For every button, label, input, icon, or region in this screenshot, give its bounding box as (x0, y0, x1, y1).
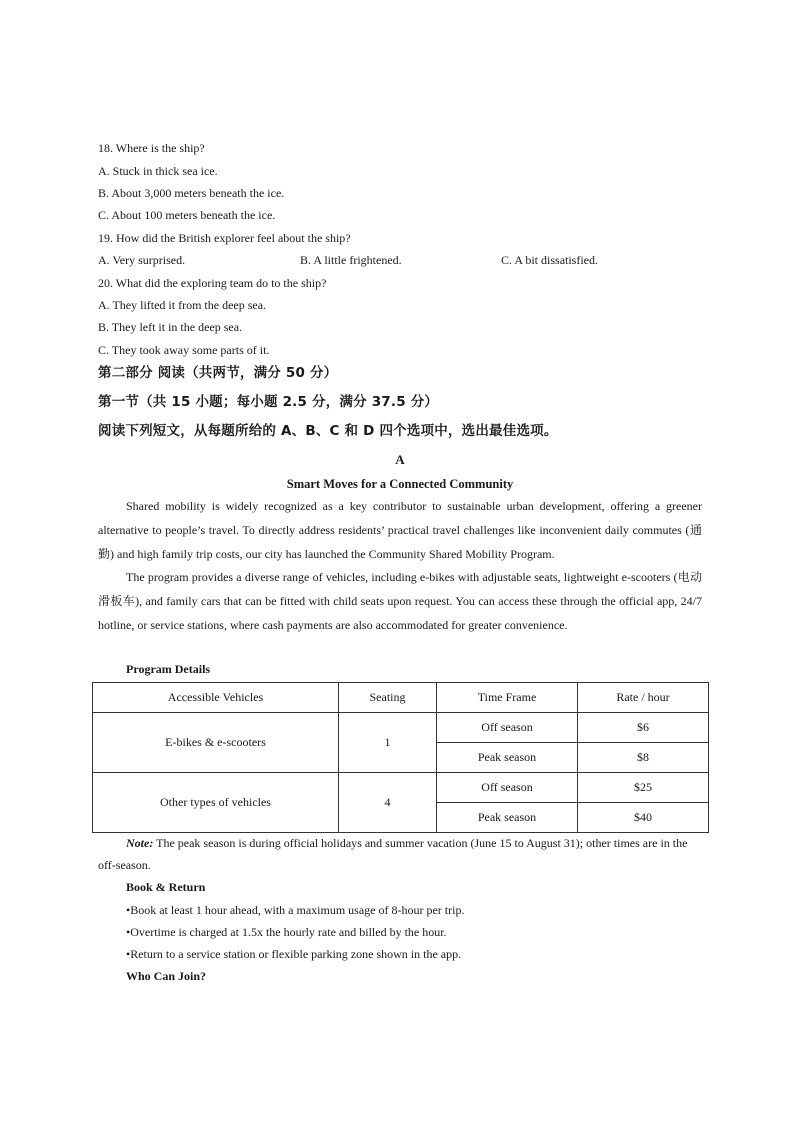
table-row (93, 713, 709, 743)
note-label: Note: (126, 836, 154, 850)
table-cell-time: Off season (437, 773, 578, 803)
table-cell-vehicle: E-bikes & e-scooters (93, 713, 339, 773)
note-text: The peak season is during official holidays and summer vacation (June 15 to August 31); other times are in the off-season. (98, 836, 688, 872)
program-details-heading: Program Details (126, 662, 211, 676)
passage-paragraph-2: The program provides a diverse range of vehicles, including e-bikes with adjustable seats, lightweight e-scooters (电动滑板车), and family cars that can be fitted with child seats upon request. You can access these through the official app, 24/7 hotline, or service stations, where cash payments are also accommodated for greater convenience. (98, 570, 702, 632)
table-header-cell: Accessible Vehicles (93, 683, 339, 713)
table-cell-time: Peak season (437, 803, 578, 833)
table-cell-seating: 1 (339, 713, 437, 773)
table-cell-rate: $8 (578, 743, 709, 773)
table-row (93, 773, 709, 803)
q19-option-a: A. Very surprised. (98, 253, 186, 267)
table-header-cell: Rate / hour (578, 683, 709, 713)
book-rule-1: •Book at least 1 hour ahead, with a maximum usage of 8-hour per trip. (126, 903, 465, 917)
q20-option-b: B. They left it in the deep sea. (98, 320, 243, 334)
table-cell-rate: $6 (578, 713, 709, 743)
table-cell-rate: $25 (578, 773, 709, 803)
book-rule-2: •Overtime is charged at 1.5x the hourly rate and billed by the hour. (126, 925, 447, 939)
q18-option-b: B. About 3,000 meters beneath the ice. (98, 186, 285, 200)
book-rule-3: •Return to a service station or flexible parking zone shown in the app. (126, 947, 462, 961)
q18-option-a: A. Stuck in thick sea ice. (98, 164, 218, 178)
question-20: 20. What did the exploring team do to the ship? (98, 276, 327, 290)
table-header-cell: Seating (339, 683, 437, 713)
table-header-cell: Time Frame (437, 683, 578, 713)
passage-title: Smart Moves for a Connected Community (286, 477, 514, 491)
q19-option-b: B. A little frightened. (300, 253, 402, 267)
question-18: 18. Where is the ship? (98, 141, 205, 155)
program-details-table (92, 682, 709, 833)
q20-option-a: A. They lifted it from the deep sea. (98, 298, 267, 312)
table-cell-time: Peak season (437, 743, 578, 773)
table-header-row (93, 683, 709, 713)
part-heading: 第二部分 阅读（共两节，满分 50 分） (98, 365, 338, 381)
question-19: 19. How did the British explorer feel about the ship? (98, 231, 351, 245)
who-can-join-heading: Who Can Join? (126, 969, 207, 983)
table-cell-time: Off season (437, 713, 578, 743)
table-cell-vehicle: Other types of vehicles (93, 773, 339, 833)
q19-option-c: C. A bit dissatisfied. (501, 253, 599, 267)
passage-paragraph-1: Shared mobility is widely recognized as a key contributor to sustainable urban development, offering a greener alternative to people’s travel. To directly address residents’ practical travel challenges like inconvenient daily commutes (通勤) and high family trip costs, our city has launched the Community Shared Mobility Program. (98, 499, 702, 561)
section-heading: 第一节（共 15 小题；每小题 2.5 分，满分 37.5 分） (98, 394, 439, 410)
q18-option-c: C. About 100 meters beneath the ice. (98, 208, 276, 222)
table-note (98, 832, 702, 876)
passage-label: A (395, 452, 405, 467)
instruction-text: 阅读下列短文，从每题所给的 A、B、C 和 D 四个选项中，选出最佳选项。 (98, 423, 558, 439)
q20-option-c: C. They took away some parts of it. (98, 343, 270, 357)
book-return-heading: Book & Return (126, 880, 206, 894)
table-cell-rate: $40 (578, 803, 709, 833)
table-cell-seating: 4 (339, 773, 437, 833)
